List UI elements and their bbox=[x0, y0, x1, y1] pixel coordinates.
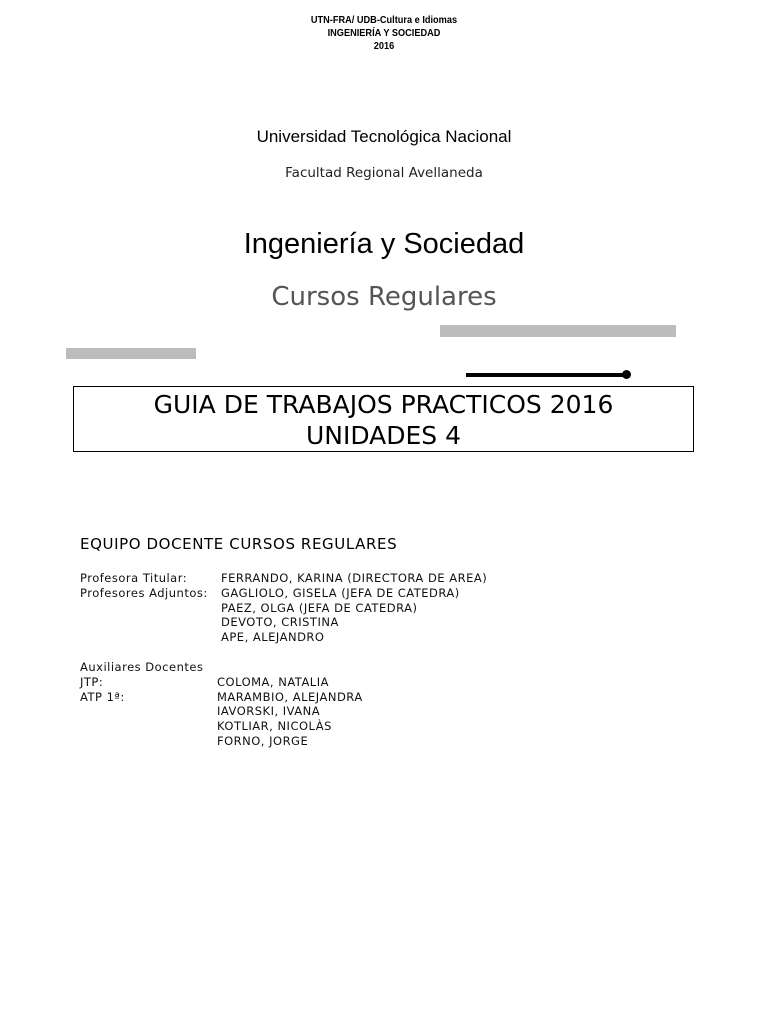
staff-role: JTP: bbox=[80, 674, 104, 689]
document-header bbox=[0, 14, 768, 53]
guide-title: GUIA DE TRABAJOS PRACTICOS 2016 bbox=[153, 390, 614, 419]
staff-name: FERRANDO, KARINA (DIRECTORA DE AREA) bbox=[221, 571, 488, 585]
header-line-year: 2016 bbox=[373, 41, 395, 52]
decorative-bar-left bbox=[66, 348, 196, 359]
decorative-dot bbox=[622, 370, 631, 379]
staff-role: Profesora Titular: bbox=[80, 571, 188, 585]
staff-name: COLOMA, NATALIA bbox=[217, 674, 329, 689]
staff-name: IAVORSKI, IVANA bbox=[217, 704, 321, 719]
staff-role: ATP 1ª: bbox=[80, 689, 125, 704]
staff-name: APE, ALEJANDRO bbox=[221, 630, 325, 645]
staff-name: PAEZ, OLGA (JEFA DE CATEDRA) bbox=[221, 600, 418, 615]
staff-role: Profesores Adjuntos: bbox=[80, 585, 208, 600]
course-title: Ingeniería y Sociedad bbox=[243, 228, 525, 260]
header-line-subject: INGENIERÍA Y SOCIEDAD bbox=[327, 28, 441, 39]
guide-title-box bbox=[73, 386, 694, 452]
team-title: EQUIPO DOCENTE CURSOS REGULARES bbox=[80, 535, 398, 553]
staff-name: KOTLIAR, NICOLÀS bbox=[217, 719, 332, 734]
staff-name: MARAMBIO, ALEJANDRA bbox=[217, 689, 363, 704]
university-name: Universidad Tecnológica Nacional bbox=[256, 127, 512, 146]
decorative-line bbox=[466, 373, 628, 377]
staff-name: DEVOTO, CRISTINA bbox=[221, 615, 339, 630]
decorative-bar-right bbox=[440, 325, 676, 337]
staff-name: GAGLIOLO, GISELA (JEFA DE CATEDRA) bbox=[221, 585, 460, 600]
header-line-institution: UTN-FRA/ UDB-Cultura e Idiomas bbox=[310, 15, 458, 26]
faculty-name: Facultad Regional Avellaneda bbox=[285, 165, 483, 181]
guide-units: UNIDADES 4 bbox=[305, 421, 462, 450]
course-subtitle: Cursos Regulares bbox=[271, 282, 497, 312]
staff-name: FORNO, JORGE bbox=[217, 733, 309, 748]
